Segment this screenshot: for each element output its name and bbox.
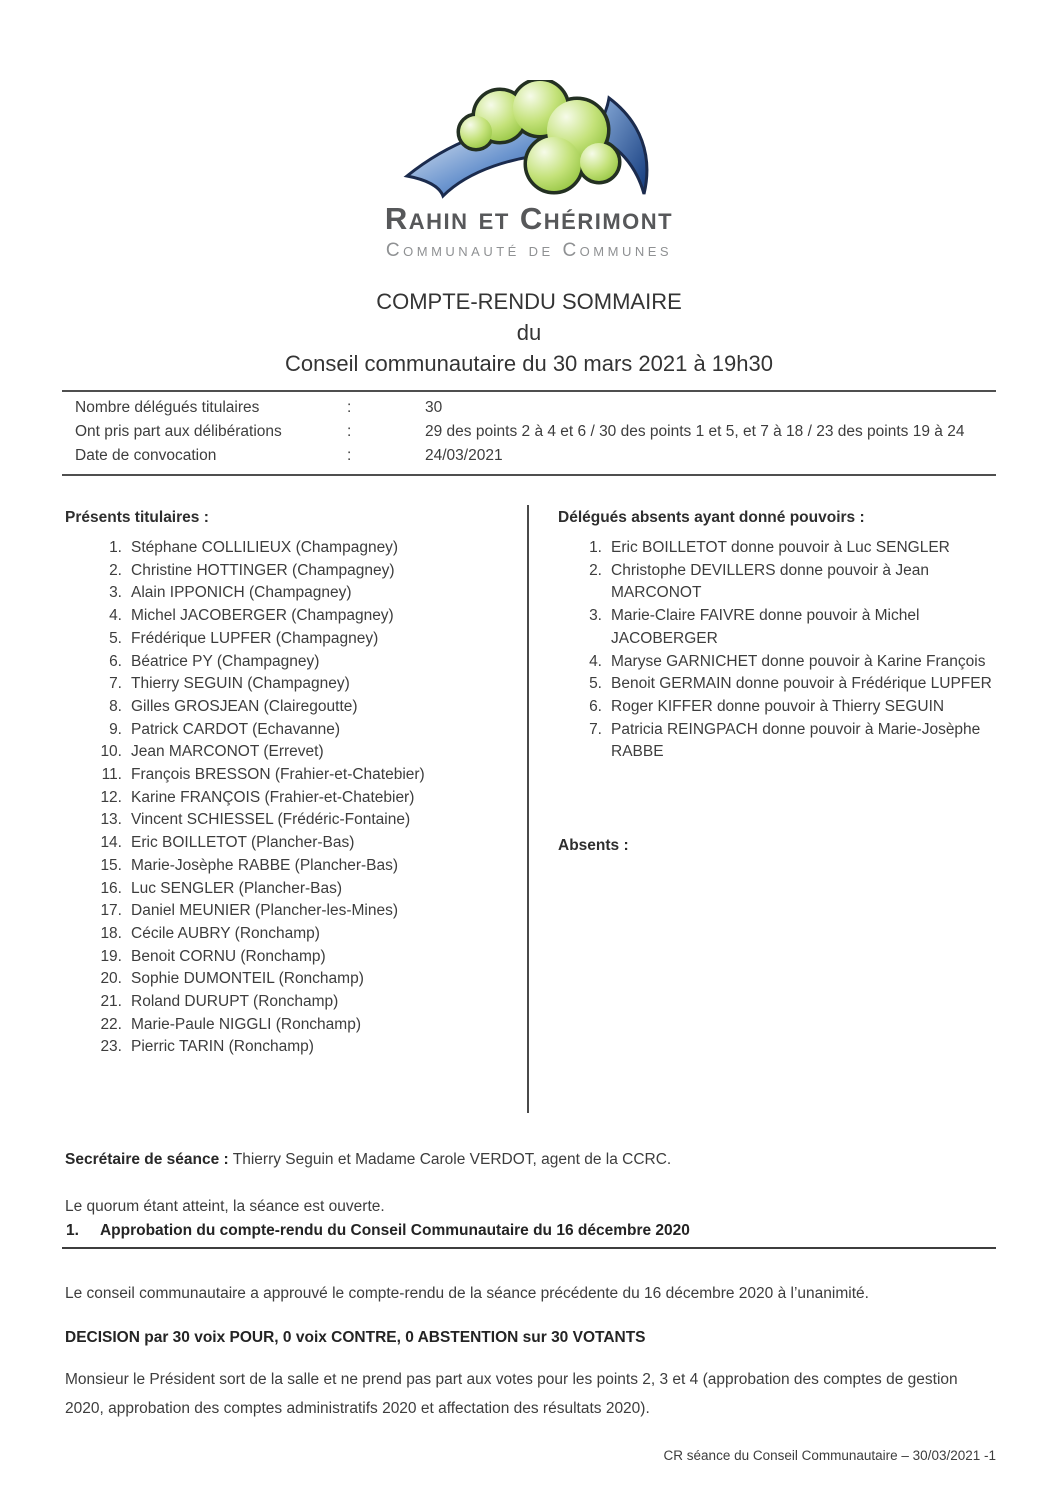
list-item-text: François BRESSON (Frahier-et-Chatebier) <box>131 766 425 784</box>
info-separator: : <box>347 399 352 416</box>
list-item <box>65 923 527 946</box>
info-label: Nombre délégués titulaires <box>75 399 260 416</box>
list-item <box>65 741 527 764</box>
list-item-number: 3. <box>109 584 122 602</box>
list-item <box>65 787 527 810</box>
list-item <box>65 605 527 628</box>
list-item-number: 10. <box>100 743 122 761</box>
list-item-number: 5. <box>109 629 122 647</box>
absents-heading: Absents : <box>558 837 629 855</box>
list-item-text: Patrick CARDOT (Echavanne) <box>131 720 341 738</box>
list-item <box>558 696 995 719</box>
list-item-text: Roger KIFFER donne pouvoir à Thierry SEGUIN <box>611 697 945 715</box>
list-item-number: 2. <box>589 561 602 579</box>
list-item-number: 1. <box>589 539 602 556</box>
section-1-paragraph: Le conseil communautaire a approuvé le compte-rendu de la séance précédente du 16 décembre 2020 à l’unanimité. <box>65 1284 869 1302</box>
presents-section <box>65 505 527 1113</box>
list-item-text: Sophie DUMONTEIL (Ronchamp) <box>131 970 364 988</box>
list-item-number: 4. <box>109 607 122 625</box>
list-item-number: 12. <box>100 788 122 806</box>
info-row-convocation <box>62 444 996 468</box>
list-item <box>65 809 527 832</box>
logo-wordmark: Rahin et Chérimont <box>384 201 674 236</box>
info-separator: : <box>347 447 352 464</box>
list-item-text: Eric BOILLETOT (Plancher-Bas) <box>131 834 355 852</box>
list-item-number: 15. <box>100 856 122 874</box>
community-logo-icon <box>403 80 655 202</box>
list-item-text: Benoit CORNU (Ronchamp) <box>131 947 326 965</box>
info-value: 30 <box>425 399 443 416</box>
decision-line: DECISION par 30 voix POUR, 0 voix CONTRE, 0 ABSTENTION sur 30 VOTANTS <box>65 1328 646 1346</box>
pouvoirs-section <box>529 505 995 1113</box>
president-note: Monsieur le Président sort de la salle et ne prend pas part aux votes pour les points 2, 3 et 4 (approbation des comptes de gestion 2020, approbation des comptes administratifs 2020 et affectation des résultats 2020). <box>65 1370 958 1417</box>
secretary-label: Secrétaire de séance : <box>65 1150 229 1168</box>
list-item-text: Luc SENGLER (Plancher-Bas) <box>131 879 343 897</box>
list-item-text: Patricia REINGPACH donne pouvoir à Marie-Josèphe RABBE <box>611 720 981 761</box>
section-title: Approbation du compte-rendu du Conseil Communautaire du 16 décembre 2020 <box>99 1222 690 1239</box>
list-item-text: Vincent SCHIESSEL (Frédéric-Fontaine) <box>131 811 411 829</box>
info-value: 29 des points 2 à 4 et 6 / 30 des points 1 et 5, et 7 à 18 / 23 des points 19 à 24 <box>425 423 965 440</box>
list-item <box>65 537 527 560</box>
list-item <box>65 764 527 787</box>
page-footer: CR séance du Conseil Communautaire – 30/03/2021 -1 <box>663 1448 996 1463</box>
list-item <box>65 582 527 605</box>
list-item-number: 16. <box>100 879 122 897</box>
list-item <box>65 719 527 742</box>
list-item-text: Eric BOILLETOT donne pouvoir à Luc SENGLER <box>611 539 950 556</box>
info-value: 24/03/2021 <box>425 447 503 464</box>
list-item-text: Benoit GERMAIN donne pouvoir à Frédérique LUPFER <box>611 675 992 693</box>
presents-heading: Présents titulaires : <box>65 509 209 526</box>
list-item-text: Cécile AUBRY (Ronchamp) <box>131 924 320 942</box>
list-item-number: 13. <box>100 811 122 829</box>
attendance-columns <box>65 505 995 1113</box>
list-item-number: 7. <box>109 675 122 693</box>
list-item <box>65 628 527 651</box>
list-item-text: Stéphane COLLILIEUX (Champagney) <box>131 539 399 556</box>
list-item-text: Marie-Paule NIGGLI (Ronchamp) <box>131 1015 361 1033</box>
info-label: Ont pris part aux délibérations <box>75 423 282 440</box>
list-item <box>558 537 995 560</box>
list-item-text: Marie-Josèphe RABBE (Plancher-Bas) <box>131 856 399 874</box>
info-separator: : <box>347 423 352 440</box>
list-item <box>65 946 527 969</box>
list-item-number: 5. <box>589 675 602 693</box>
list-item-number: 21. <box>100 993 122 1011</box>
list-item-number: 8. <box>109 697 122 715</box>
meeting-info-table <box>62 390 996 476</box>
list-item-text: Frédérique LUPFER (Champagney) <box>131 629 379 647</box>
secretary-line <box>65 1149 995 1170</box>
list-item-number: 6. <box>589 697 602 715</box>
list-item-number: 3. <box>589 607 602 625</box>
list-item-text: Daniel MEUNIER (Plancher-les-Mines) <box>131 902 399 920</box>
section-1-heading <box>62 1221 996 1249</box>
list-item-number: 4. <box>589 652 602 670</box>
document-title <box>0 286 1058 379</box>
list-item <box>65 1014 527 1037</box>
list-item <box>65 878 527 901</box>
list-item-text: Pierric TARIN (Ronchamp) <box>131 1038 314 1056</box>
list-item-number: 11. <box>101 766 122 784</box>
list-item-text: Maryse GARNICHET donne pouvoir à Karine François <box>611 652 986 670</box>
section-number: 1. <box>66 1222 79 1239</box>
list-item-text: Alain IPPONICH (Champagney) <box>131 584 352 602</box>
list-item-number: 22. <box>100 1015 122 1033</box>
title-line-2: du <box>516 320 542 345</box>
quorum-line: Le quorum étant atteint, la séance est ouverte. <box>65 1197 385 1215</box>
list-item <box>65 651 527 674</box>
list-item-number: 7. <box>589 720 602 738</box>
list-item-number: 6. <box>109 652 122 670</box>
list-item <box>65 832 527 855</box>
info-label: Date de convocation <box>75 447 217 464</box>
list-item <box>65 673 527 696</box>
logo-subtitle: Communauté de Communes <box>385 240 673 261</box>
list-item-number: 1. <box>109 539 122 556</box>
presents-list <box>65 537 527 1059</box>
list-item-text: Thierry SEGUIN (Champagney) <box>131 675 350 693</box>
list-item-text: Gilles GROSJEAN (Clairegoutte) <box>131 697 358 715</box>
list-item <box>65 968 527 991</box>
list-item-text: Béatrice PY (Champagney) <box>131 652 320 670</box>
secretary-text: Thierry Seguin et Madame Carole VERDOT, agent de la CCRC. <box>232 1150 672 1168</box>
list-item-number: 18. <box>100 924 122 942</box>
list-item <box>65 560 527 583</box>
list-item-number: 19. <box>100 947 122 965</box>
logo <box>0 80 1058 263</box>
list-item <box>65 696 527 719</box>
list-item <box>558 605 995 650</box>
list-item-text: Karine FRANÇOIS (Frahier-et-Chatebier) <box>131 788 415 806</box>
list-item <box>65 900 527 923</box>
list-item <box>65 1036 527 1059</box>
list-item-number: 9. <box>109 720 122 738</box>
info-row-deliberations <box>62 420 996 444</box>
list-item <box>558 719 995 764</box>
list-item-text: Christophe DEVILLERS donne pouvoir à Jean MARCONOT <box>611 561 929 602</box>
list-item-text: Marie-Claire FAIVRE donne pouvoir à Michel JACOBERGER <box>611 607 920 647</box>
title-line-1: COMPTE-RENDU SOMMAIRE <box>376 289 682 314</box>
list-item-number: 20. <box>100 970 122 988</box>
list-item-number: 14. <box>100 834 122 852</box>
list-item <box>558 560 995 605</box>
list-item-number: 2. <box>109 561 122 579</box>
info-row-delegates <box>62 396 996 420</box>
list-item-text: Michel JACOBERGER (Champagney) <box>131 607 394 625</box>
pouvoirs-heading: Délégués absents ayant donné pouvoirs : <box>558 509 865 526</box>
pouvoirs-list <box>558 537 995 764</box>
list-item <box>65 855 527 878</box>
list-item <box>558 651 995 674</box>
title-line-3: Conseil communautaire du 30 mars 2021 à 19h30 <box>285 351 773 376</box>
list-item <box>65 991 527 1014</box>
list-item-text: Jean MARCONOT (Errevet) <box>131 743 324 761</box>
list-item-text: Roland DURUPT (Ronchamp) <box>131 993 339 1011</box>
list-item <box>558 673 995 696</box>
list-item-number: 23. <box>100 1038 122 1056</box>
list-item-number: 17. <box>100 902 122 920</box>
list-item-text: Christine HOTTINGER (Champagney) <box>131 561 395 579</box>
